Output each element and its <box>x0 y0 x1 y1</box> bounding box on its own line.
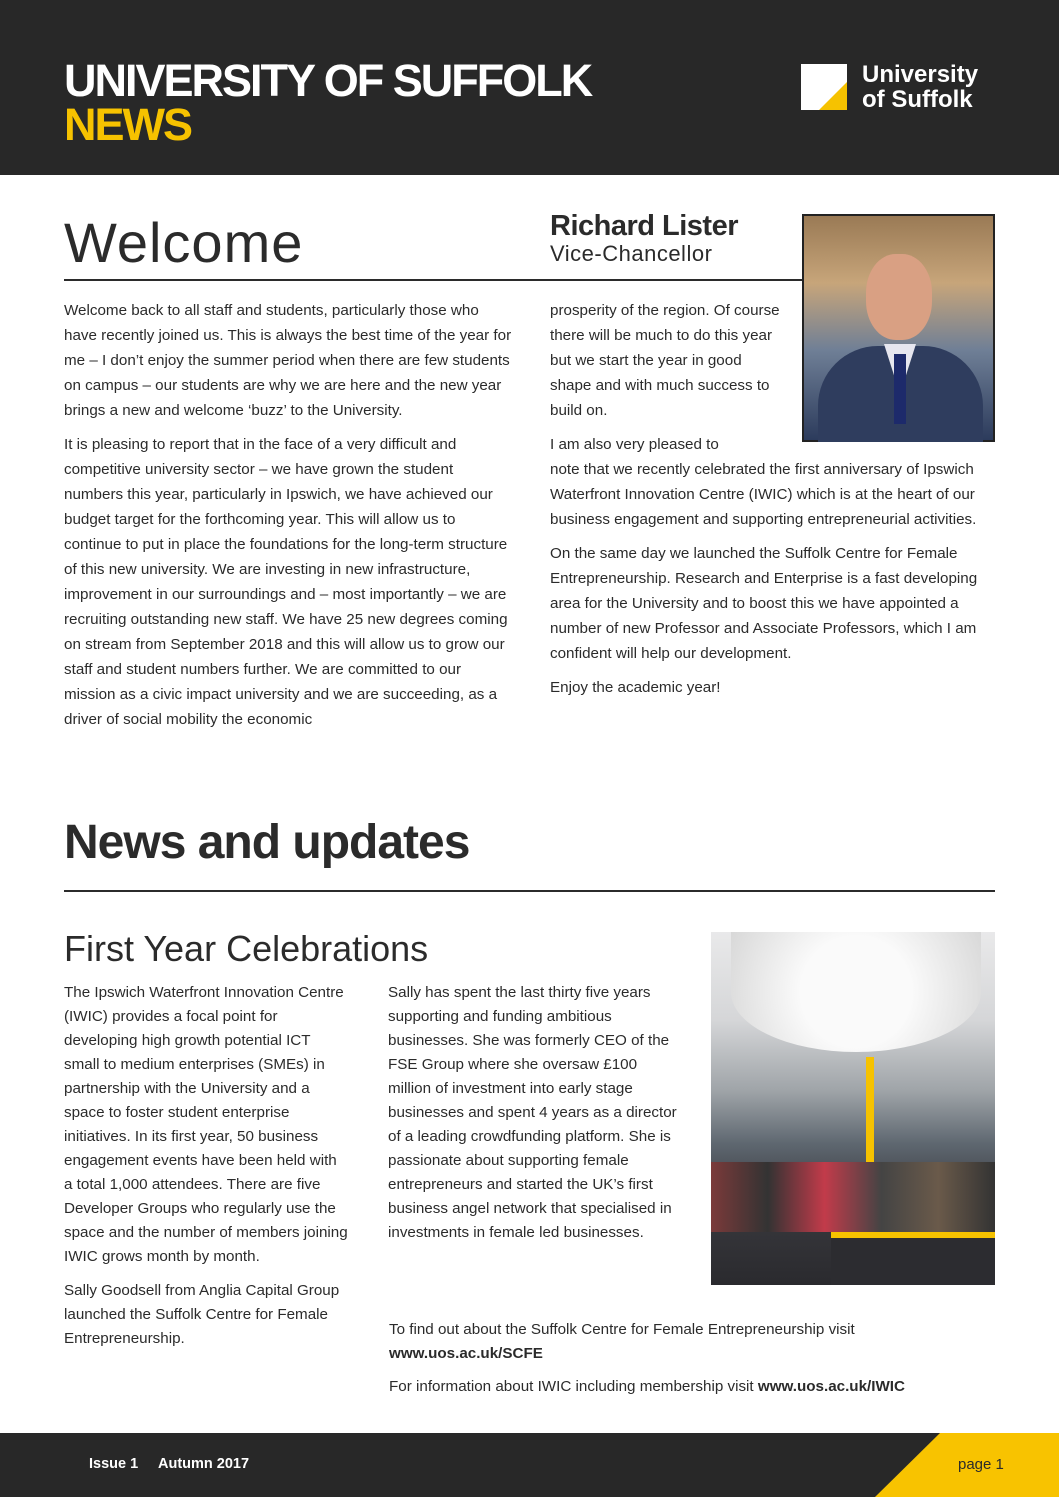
link-label: For information about IWIC including membership visit <box>389 1378 758 1395</box>
masthead-subtitle: NEWS <box>64 99 191 150</box>
paragraph: note that we recently celebrated the first anniversary of Ipswich Waterfront Innovation Centre (IWIC) which is at the heart of our business engagement and supporting entrepreneurial activities. <box>550 461 977 528</box>
article-title: First Year Celebrations <box>64 928 429 969</box>
link-paragraph-iwic <box>389 1375 989 1399</box>
logo-line-1: University <box>862 61 979 88</box>
link-label: To find out about the Suffolk Centre for Female Entrepreneurship visit <box>389 1321 855 1338</box>
issue-season: Autumn 2017 <box>158 1456 250 1472</box>
article-column-1 <box>64 981 349 1361</box>
welcome-heading: Welcome <box>64 211 304 274</box>
paragraph: Sally has spent the last thirty five years supporting and funding ambitious businesses. She was formerly CEO of the FSE Group where she oversaw £100 million of investment into early stage businesses and spent 4 years as a director of a leading crowdfunding platform. She is passionate about supporting female entrepreneurs and started the UK’s first business angel network that specialised in investments in female led businesses. <box>388 984 677 1241</box>
divider <box>64 279 802 281</box>
iwic-link[interactable]: www.uos.ac.uk/IWIC <box>757 1378 905 1395</box>
link-paragraph-scfe <box>389 1318 989 1366</box>
news-heading: News and updates <box>64 816 470 869</box>
celebration-photo <box>711 932 995 1285</box>
issue-number: Issue 1 <box>89 1456 139 1472</box>
divider <box>64 890 995 892</box>
university-logo-icon <box>801 64 847 110</box>
article-column-2 <box>388 981 678 1255</box>
welcome-right-column-narrow <box>550 298 780 466</box>
author-name: Richard Lister <box>550 210 738 242</box>
scfe-link[interactable]: www.uos.ac.uk/SCFE <box>389 1345 543 1362</box>
paragraph: On the same day we launched the Suffolk Centre for Female Entrepreneurship. Research and Enterprise is a fast developing area for the University and to boost this we have appointed a number of new Professor and Associate Professors, which I am confident will help our development. <box>550 545 978 662</box>
paragraph: Welcome back to all staff and students, particularly those who have recently joined us. This is always the best time of the year for me – I don’t enjoy the summer period when there are few students on campus – our students are why we are here and the new year brings a new and welcome ‘buzz’ to the University. <box>64 302 512 419</box>
welcome-left-column <box>64 298 514 741</box>
paragraph: The Ipswich Waterfront Innovation Centre (IWIC) provides a focal point for developing high growth potential ICT small to medium enterprises (SMEs) in partnership with the University and a space to foster student enterprise initiatives. In its first year, 50 business engagement events have been held with a total 1,000 attendees. There are five Developer Groups who regularly use the space and the number of members joining IWIC grows month by month. <box>64 984 348 1265</box>
paragraph: I am also very pleased to <box>550 436 719 453</box>
page-number: page 1 <box>958 1456 1004 1473</box>
paragraph: Sally Goodsell from Anglia Capital Group launched the Suffolk Centre for Female Entrepreneurship. <box>64 1282 340 1347</box>
footer <box>0 1433 1059 1497</box>
paragraph: prosperity of the region. Of course there will be much to do this year but we start the year in good shape and with much success to build on. <box>550 302 780 419</box>
author-role: Vice-Chancellor <box>550 241 713 266</box>
paragraph: It is pleasing to report that in the face of a very difficult and competitive university sector – we have grown the student numbers this year, particularly in Ipswich, we have achieved our budget target for the forthcoming year. This will allow us to continue to put in place the foundations for the long-term structure of this new university. We are investing in new infrastructure, improvement in our surroundings and – most importantly – we are recruiting outstanding new staff. We have 25 new degrees coming on stream from September 2018 and this will allow us to grow our staff and student numbers further. We are committed to our mission as a civic impact university and we are succeeding, as a driver of social mobility the economic <box>64 436 508 728</box>
article-links <box>389 1318 989 1408</box>
welcome-right-column <box>550 457 980 709</box>
logo-line-2: of Suffolk <box>862 86 973 113</box>
university-logo-text <box>862 62 978 112</box>
paragraph: Enjoy the academic year! <box>550 679 721 696</box>
masthead-title: UNIVERSITY OF SUFFOLK <box>64 55 592 106</box>
author-portrait <box>802 214 995 442</box>
